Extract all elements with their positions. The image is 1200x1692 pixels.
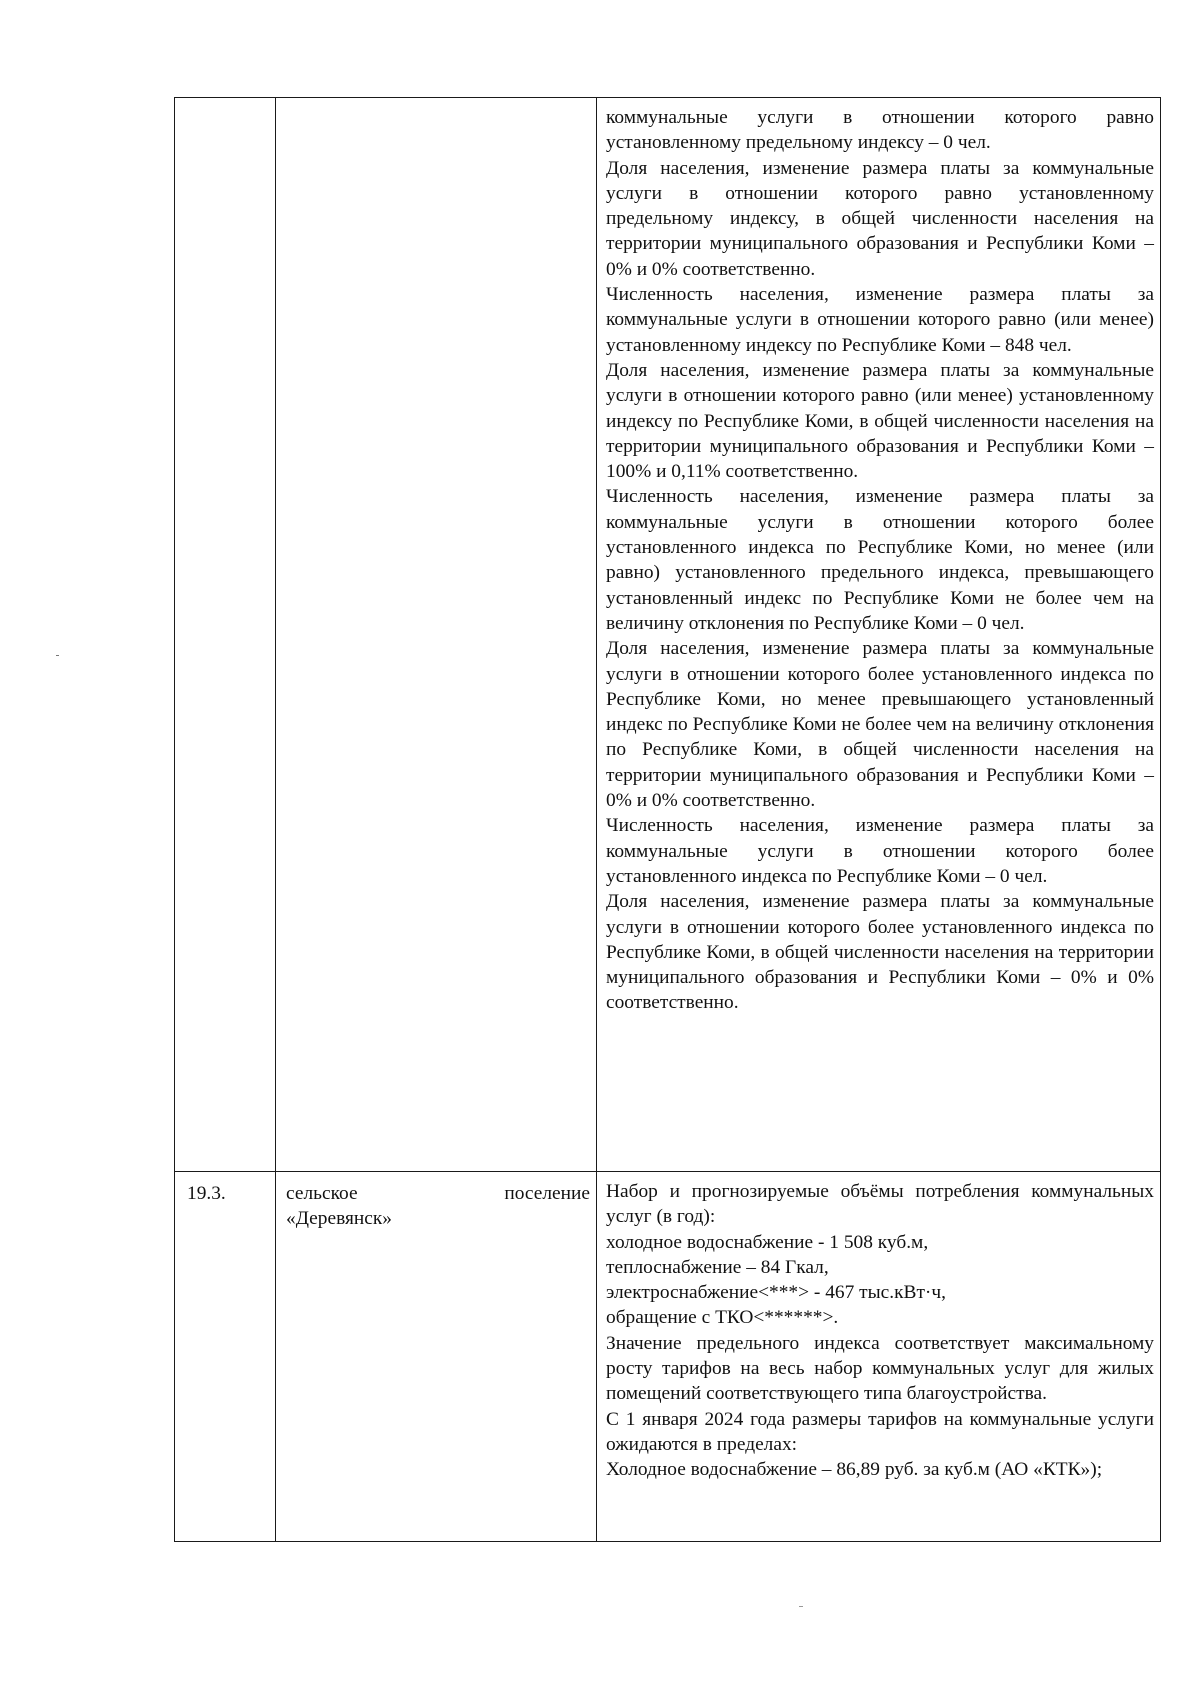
description-paragraph: холодное водоснабжение - 1 508 куб.м, [606,1231,929,1253]
description-paragraph: Численность населения, изменение размера платы за коммунальные услуги в отношении которого равно (или менее) установленному индексу по Республике Коми – 848 чел. [606,284,1154,356]
table-row-continued [175,98,1161,1172]
description-paragraph: теплоснабжение – 84 Гкал, [606,1256,829,1278]
description-paragraph: Набор и прогнозируемые объёмы потребления коммунальных услуг (в год): [606,1181,1154,1228]
description-paragraph: Доля населения, изменение размера платы за коммунальные услуги в отношении которого равно установленному предельному индексу, в общей численности населения на территории муниципального образования и Республики Коми – 0% и 0% соответственно. [606,157,1154,280]
description-paragraph: Значение предельного индекса соответствует максимальному росту тарифов на весь набор коммунальных услуг для жилых помещений соответствующего типа благоустройства. [606,1332,1154,1405]
description-paragraph: С 1 января 2024 года размеры тарифов на коммунальные услуги ожидаются в пределах: [606,1408,1154,1455]
description-cell [597,1172,1161,1542]
description-paragraph: Холодное водоснабжение – 86,89 руб. за куб.м (АО «КТК»); [606,1459,1103,1481]
indicators-table [174,97,1161,1542]
description-cell [597,98,1161,1172]
municipality-name-line: «Деревянск» [286,1208,392,1230]
description-paragraph: коммунальные услуги в отношении которого равно установленному предельному индексу – 0 чел. [606,107,1154,154]
description-paragraph: обращение с ТКО<******>. [606,1307,839,1329]
row-number: 19.3. [187,1183,226,1204]
municipality-name-word: поселение [504,1183,590,1204]
description-paragraph: Доля населения, изменение размера платы за коммунальные услуги в отношении которого более установленного индекса по Республике Коми, в общей численности населения на территории муниципального образования и Республики Коми – 0% и 0% соответственно. [606,891,1154,1014]
number-cell [175,1172,276,1542]
description-paragraph: Доля населения, изменение размера платы за коммунальные услуги в отношении которого более установленного индекса по Республике Коми, но менее превышающего установленный индекс по Республике Коми не более чем на величину отклонения по Республике Коми, в общей численности населения на территории муниципального образования и Республики Коми – 0% и 0% соответственно. [606,638,1154,812]
scan-speck [56,655,59,656]
municipality-name [276,1172,596,1232]
municipality-name-word: сельское [286,1183,358,1204]
description-paragraph: Численность населения, изменение размера платы за коммунальные услуги в отношении которого более установленного индекса по Республике Коми – 0 чел. [606,815,1154,887]
description-paragraph: Численность населения, изменение размера платы за коммунальные услуги в отношении которого более установленного индекса по Республике Коми, но менее (или равно) установленного предельного индекса, превышающего установленный индекс по Республике Коми не более чем на величину отклонения по Республике Коми – 0 чел. [606,486,1154,634]
table-row-19-3 [175,1172,1161,1542]
description-paragraph: электроснабжение<***> - 467 тыс.кВт·ч, [606,1282,946,1304]
scan-speck [799,1606,803,1607]
municipality-cell [276,1172,597,1542]
municipality-cell [276,98,597,1172]
number-cell [175,98,276,1172]
description-paragraph: Доля населения, изменение размера платы за коммунальные услуги в отношении которого равно (или менее) установленному индексу по Республике Коми, в общей численности населения на территории муниципального образования и Республики Коми – 100% и 0,11% соответственно. [606,359,1154,483]
